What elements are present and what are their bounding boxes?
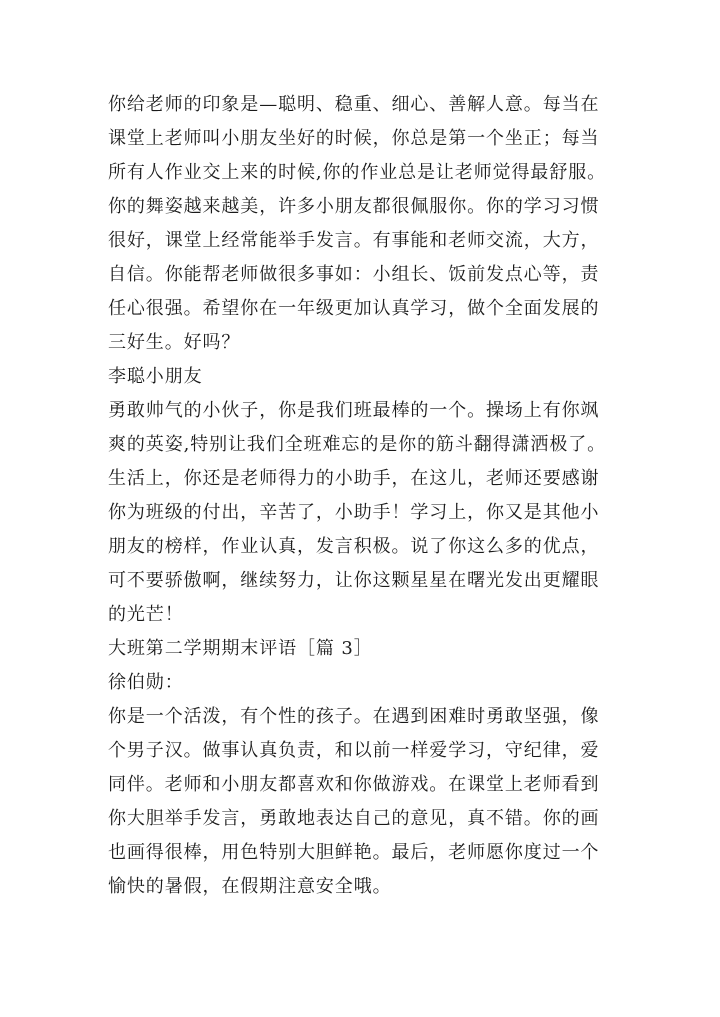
text-line: 生活上，你还是老师得力的小助手，在这儿，老师还要感谢: [108, 468, 600, 489]
text-line: 很好，课堂上经常能举手发言。有事能和老师交流，大方，: [108, 230, 600, 251]
text-line: 你为班级的付出，辛苦了，小助手！学习上，你又是其他小: [108, 502, 600, 523]
text-line: 自信。你能帮老师做很多事如：小组长、饭前发点心等，责: [108, 264, 600, 285]
text-line: 可不要骄傲啊，继续努力，让你这颗星星在曙光发出更耀眼: [108, 570, 600, 591]
text-line: 课堂上老师叫小朋友坐好的时候，你总是第一个坐正；每当: [108, 128, 600, 149]
text-line: 三好生。好吗？: [108, 332, 241, 353]
text-line: 也画得很棒，用色特别大胆鲜艳。最后，老师愿你度过一个: [108, 842, 600, 863]
text-line: 你给老师的印象是—聪明、稳重、细心、善解人意。每当在: [108, 94, 600, 115]
text-line: 你大胆举手发言，勇敢地表达自己的意见，真不错。你的画: [108, 808, 600, 829]
section-heading-student-name: 徐伯勋：: [108, 672, 184, 693]
section-heading-student-name: 李聪小朋友: [108, 366, 203, 387]
text-line: 愉快的暑假，在假期注意安全哦。: [108, 876, 392, 897]
text-line: 所有人作业交上来的时候,你的作业总是让老师觉得最舒服。: [108, 162, 607, 183]
text-line: 个男子汉。做事认真负责，和以前一样爱学习，守纪律，爱: [108, 740, 600, 761]
text-line: 同伴。老师和小朋友都喜欢和你做游戏。在课堂上老师看到: [108, 774, 600, 795]
text-line: 朋友的榜样，作业认真，发言积极。说了你这么多的优点，: [108, 536, 600, 557]
text-line: 你是一个活泼，有个性的孩子。在遇到困难时勇敢坚强，像: [108, 706, 600, 727]
text-line: 勇敢帅气的小伙子，你是我们班最棒的一个。操场上有你飒: [108, 400, 600, 421]
text-line: 任心很强。希望你在一年级更加认真学习，做个全面发展的: [108, 298, 600, 319]
text-line: 你的舞姿越来越美，许多小朋友都很佩服你。你的学习习惯: [108, 196, 600, 217]
text-line: 的光芒！: [108, 604, 184, 625]
section-title: 大班第二学期期末评语［篇 3］: [108, 638, 373, 659]
text-line: 爽的英姿,特别让我们全班难忘的是你的筋斗翻得潇洒极了。: [108, 434, 607, 455]
